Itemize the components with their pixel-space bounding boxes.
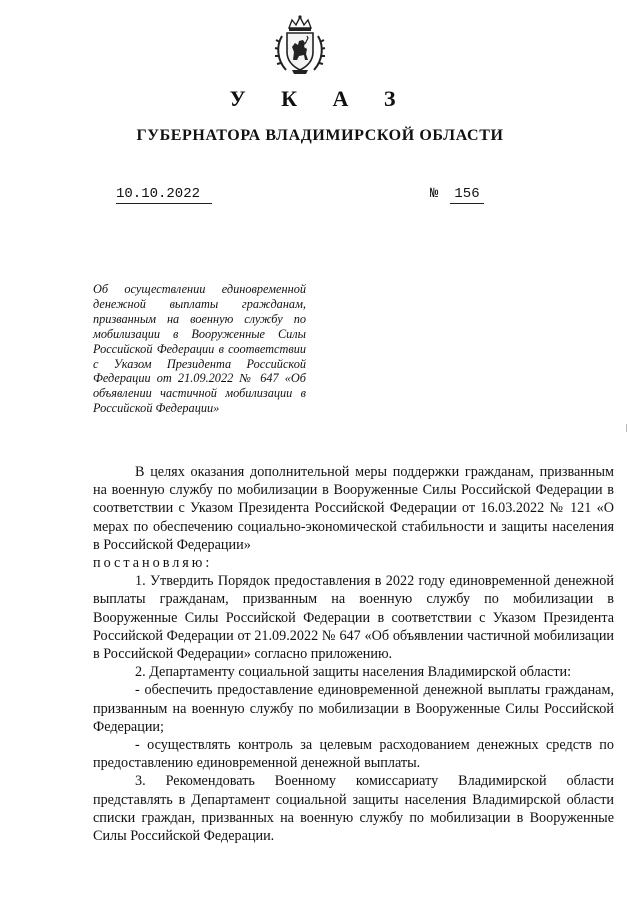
document-subtitle: ГУБЕРНАТОРА ВЛАДИМИРСКОЙ ОБЛАСТИ <box>136 127 504 144</box>
document-title: У К А З <box>229 86 411 111</box>
item-1-paragraph: 1. Утвердить Порядок предоставления в 2022 году единовременной денежной выплаты гражданам, призванным на военную службу по мобилизации в Вооруженные Силы Российской Федерации в соответствии с Указом Президента Российской Федерации от 21.09.2022 № 647 «Об объявлении частичной мобилизации в Российской Федерации» согласно приложению. <box>93 573 614 663</box>
item-2-bullet-1: - обеспечить предоставление единовременной денежной выплаты гражданам, призванным на военную службу по мобилизации в Вооруженные Силы Российской Федерации; <box>93 682 614 735</box>
decree-body <box>93 463 614 845</box>
decree-word: постановляю: <box>93 555 213 572</box>
coat-of-arms-icon <box>272 14 328 76</box>
number-label: № <box>430 186 439 202</box>
margin-mark <box>626 424 627 432</box>
preamble-paragraph: В целях оказания дополнительной меры поддержки гражданам, призванным на военную службу по мобилизации в Вооруженные Силы Российской Федерации в соответствии с Указом Президента Российской Федерации от 16.03.2022 № 121 «О мерах по обеспечению социально-экономической стабильности и защиты населения в Российской Федерации» <box>93 464 614 553</box>
decree-date: 10.10.2022 <box>116 186 212 204</box>
item-2-bullet-2: - осуществлять контроль за целевым расходованием денежных средств по предоставлению единовременной денежной выплаты. <box>93 737 614 772</box>
item-2-paragraph: 2. Департаменту социальной защиты населения Владимирской области: <box>135 664 572 681</box>
decree-number: 156 <box>450 186 484 204</box>
item-3-paragraph: 3. Рекомендовать Военному комиссариату Владимирской области представлять в Департамент социальной защиты населения Владимирской области списки граждан, призванных на военную службу по мобилизации в Вооруженные Силы Российской Федерации. <box>93 773 614 845</box>
decree-annotation: Об осуществлении единовременной денежной выплаты гражданам, призванным на военную службу по мобилизации в Вооруженные Силы Российской Федерации в соответствии с Указом Президента Российской Федерации от 21.09.2022 № 647 «Об объявлении частичной мобилизации в Российской Федерации» <box>93 282 306 416</box>
